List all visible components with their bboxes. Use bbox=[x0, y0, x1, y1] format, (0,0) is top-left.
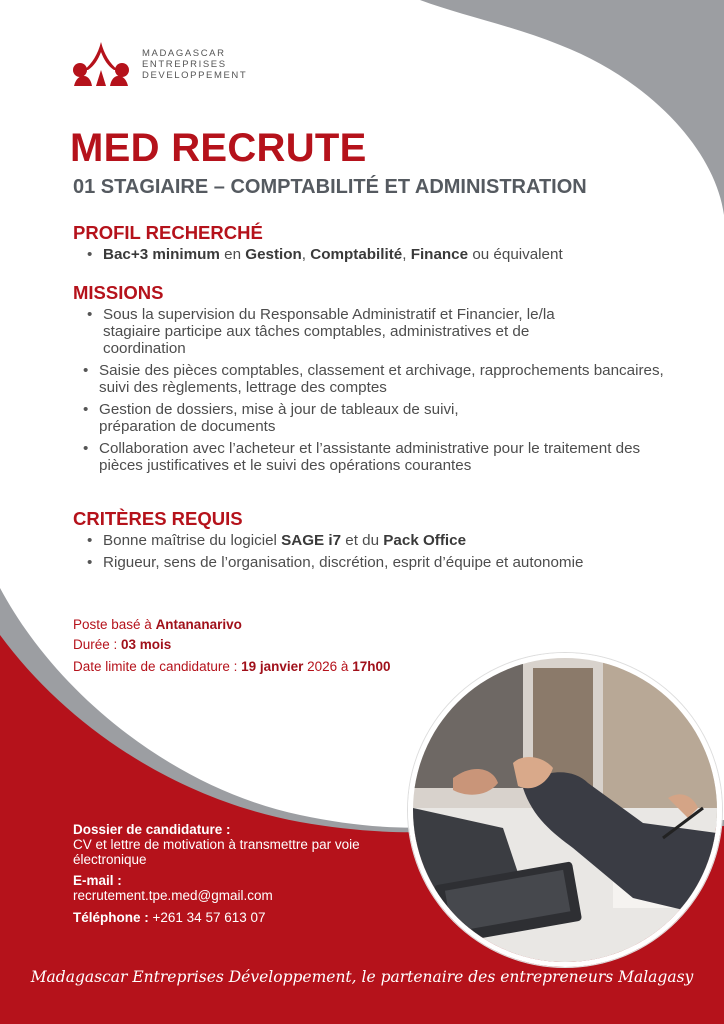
phone-label: Téléphone : bbox=[73, 910, 149, 925]
critere-item-2: • Rigueur, sens de l’organisation, discrétion, esprit d’équipe et autonomie bbox=[103, 554, 593, 571]
dossier-value: CV et lettre de motivation à transmettre par voie électronique bbox=[73, 837, 360, 867]
office-photo bbox=[408, 653, 722, 967]
page-title: MED RECRUTE bbox=[70, 126, 367, 170]
info-duree: Durée : 03 mois bbox=[73, 637, 172, 652]
criteres-heading: CRITÈRES REQUIS bbox=[73, 508, 243, 529]
contact-email bbox=[73, 873, 273, 903]
mission-item-3: • Gestion de dossiers, mise à jour de tableaux de suivi, préparation de documents bbox=[99, 401, 539, 435]
profil-list bbox=[73, 246, 693, 263]
contact-phone bbox=[73, 910, 266, 925]
med-logo-icon bbox=[70, 40, 132, 88]
logo-line-2: ENTREPRISES bbox=[142, 58, 227, 70]
info-lieu: Poste basé à Antananarivo bbox=[73, 617, 242, 632]
dossier-label: Dossier de candidature : bbox=[73, 822, 231, 837]
page-subtitle: 01 STAGIAIRE – COMPTABILITÉ ET ADMINISTRATION bbox=[73, 176, 587, 198]
profil-item: • Bac+3 minimum en Gestion, Comptabilité, Finance ou équivalent bbox=[103, 246, 693, 263]
section-missions bbox=[73, 282, 673, 479]
email-label: E-mail : bbox=[73, 873, 122, 888]
logo-text bbox=[142, 48, 247, 81]
phone-value[interactable]: +261 34 57 613 07 bbox=[148, 910, 266, 925]
mission-item-4: • Collaboration avec l’acheteur et l’assistante administrative pour le traitement des pièces justificatives et le suivi des opérations courantes bbox=[99, 440, 674, 474]
logo bbox=[70, 40, 247, 88]
contact-dossier bbox=[73, 822, 393, 867]
missions-list bbox=[73, 306, 673, 474]
mission-item-1: • Sous la supervision du Responsable Administratif et Financier, le/la stagiaire participe aux tâches comptables, administratives et de coordination bbox=[103, 306, 603, 357]
logo-line-1: MADAGASCAR bbox=[142, 47, 226, 59]
info-date-limite: Date limite de candidature : 19 janvier 2026 à 17h00 bbox=[73, 659, 391, 674]
section-profil bbox=[73, 222, 693, 268]
footer-tagline: Madagascar Entreprises Développement, le partenaire des entrepreneurs Malagasy bbox=[30, 968, 694, 986]
mission-item-2: • Saisie des pièces comptables, classement et archivage, rapprochements bancaires, suivi des règlements, lettrage des comptes bbox=[99, 362, 673, 396]
logo-line-3: DEVELOPPEMENT bbox=[142, 69, 248, 81]
profil-heading: PROFIL RECHERCHÉ bbox=[73, 222, 263, 243]
section-criteres bbox=[73, 508, 633, 576]
criteres-list bbox=[73, 532, 633, 571]
missions-heading: MISSIONS bbox=[73, 282, 164, 303]
critere-item-1: • Bonne maîtrise du logiciel SAGE i7 et du Pack Office bbox=[103, 532, 633, 549]
email-value[interactable]: recrutement.tpe.med@gmail.com bbox=[73, 888, 273, 903]
